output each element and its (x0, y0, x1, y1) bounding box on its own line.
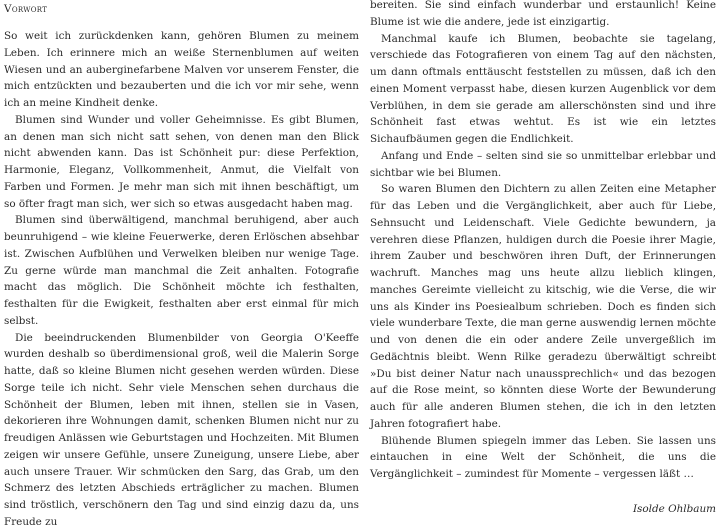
author-signature: Isolde Ohlbaum (632, 502, 716, 515)
paragraph: So waren Blumen den Dichtern zu allen Zeiten eine Metapher für das Leben und die Vergänglichkeit, aber auch für Liebe, Sehnsucht und Leidenschaft. Viele Gedichte bewundern, ja verehren diese Pflanzen, huldigen durch die Poesie ihrer Magie, ihrem Zauber und beschwören ihren Duft, der Erinnerungen wachruft. Manches mag uns heute allzu lieblich klingen, manches Gereimte vielleicht zu kitschig, wie die Verse, die wir uns als Kinder ins Poesiealbum schrieben. Doch es finden sich viele wunderbare Texte, die man gerne auswendig lernen möchte und von denen die ein oder andere Zeile unvergeßlich im Gedächtnis bleibt. Wenn Rilke geradezu überwältigt schreibt »Du bist deiner Natur nach unaussprechlich« und das bezogen auf die Rose meint, so könnten diese Worte der Bewunderung auch für alle anderen Blumen stehen, die ich in den letzten Jahren fotografiert habe. (370, 183, 716, 430)
paragraph: Blühende Blumen spiegeln immer das Leben. Sie lassen uns eintauchen in eine Welt der Schönheit, die uns die Vergänglichkeit – zumindest für Momente – vergessen läßt … (370, 434, 716, 480)
right-page-column (370, 0, 716, 518)
paragraph: So weit ich zurückdenken kann, gehören Blumen zu meinem Leben. Ich erinnere mich an weiße Sternenblumen auf weiten Wiesen und an auberginefarbene Malven vor unserem Fenster, die mich entzückten und bezauberten und die ich vor mir sehe, wenn ich an meine Kindheit denke. (4, 30, 359, 109)
paragraph-continued: bereiten. Sie sind einfach wunderbar und erstaunlich! Keine Blume ist wie die andere, jede ist einzigartig. (370, 0, 716, 28)
chapter-heading: Vorwort (4, 3, 48, 15)
paragraph: Blumen sind Wunder und voller Geheimnisse. Es gibt Blumen, an denen man sich nicht satt sehen, von denen man den Blick nicht abwenden kann. Das ist Schönheit pur: diese Perfektion, Harmonie, Eleganz, Vollkommenheit, Anmut, die Vielfalt von Farben und Formen. Je mehr man sich mit ihnen beschäftigt, um so öfter fragt man sich, wer sich so etwas ausgedacht haben mag. (4, 113, 359, 210)
paragraph: Blumen sind überwältigend, manchmal beruhigend, aber auch beunruhigend – wie kleine Feuerwerke, deren Erlöschen absehbar ist. Zwischen Aufblühen und Verwelken bleiben nur wenige Tage. Zu gerne würde man manchmal die Zeit anhalten. Fotografie macht das möglich. Die Schönheit möchte ich festhalten, festhalten für die Ewigkeit, festhalten aber erst einmal für mich selbst. (4, 214, 359, 327)
paragraph: Anfang und Ende – selten sind sie so unmittelbar erlebbar und sichtbar wie bei Blumen. (370, 149, 716, 179)
paragraph: Manchmal kaufe ich Blumen, beobachte sie tagelang, verschiede das Fotografieren von einem Tag auf den nächsten, um dann oftmals enttäuscht feststellen zu müssen, daß ich den einen Moment verpasst habe, diesen kurzen Augenblick vor dem Verblühen, in dem sie gerade am allerschönsten sind und ihre Schönheit fast etwas wehtut. Es ist wie ein letztes Sichaufbäumen gegen die Endlichkeit. (370, 32, 716, 145)
left-page-column (4, 1, 359, 531)
paragraph: Die beeindruckenden Blumenbilder von Georgia O'Keeffe wurden deshalb so überdimensional groß, weil die Malerin Sorge hatte, daß so kleine Blumen nicht gesehen werden würden. Diese Sorge teile ich nicht. Sehr viele Menschen sehen durchaus die Schönheit der Blumen, leben mit ihnen, stellen sie in Vasen, dekorieren ihre Wohnungen damit, schenken Blumen nicht nur zu freudigen Anlässen wie Geburtstagen und Hochzeiten. Mit Blumen zeigen wir unsere Gefühle, unsere Zuneigung, unsere Liebe, aber auch unsere Trauer. Wir schmücken den Sarg, das Grab, um den Schmerz des letzten Abschieds erträglicher zu machen. Blumen sind tröstlich, verschönern den Tag und sind einzig dazu da, uns Freude zu (4, 331, 359, 528)
